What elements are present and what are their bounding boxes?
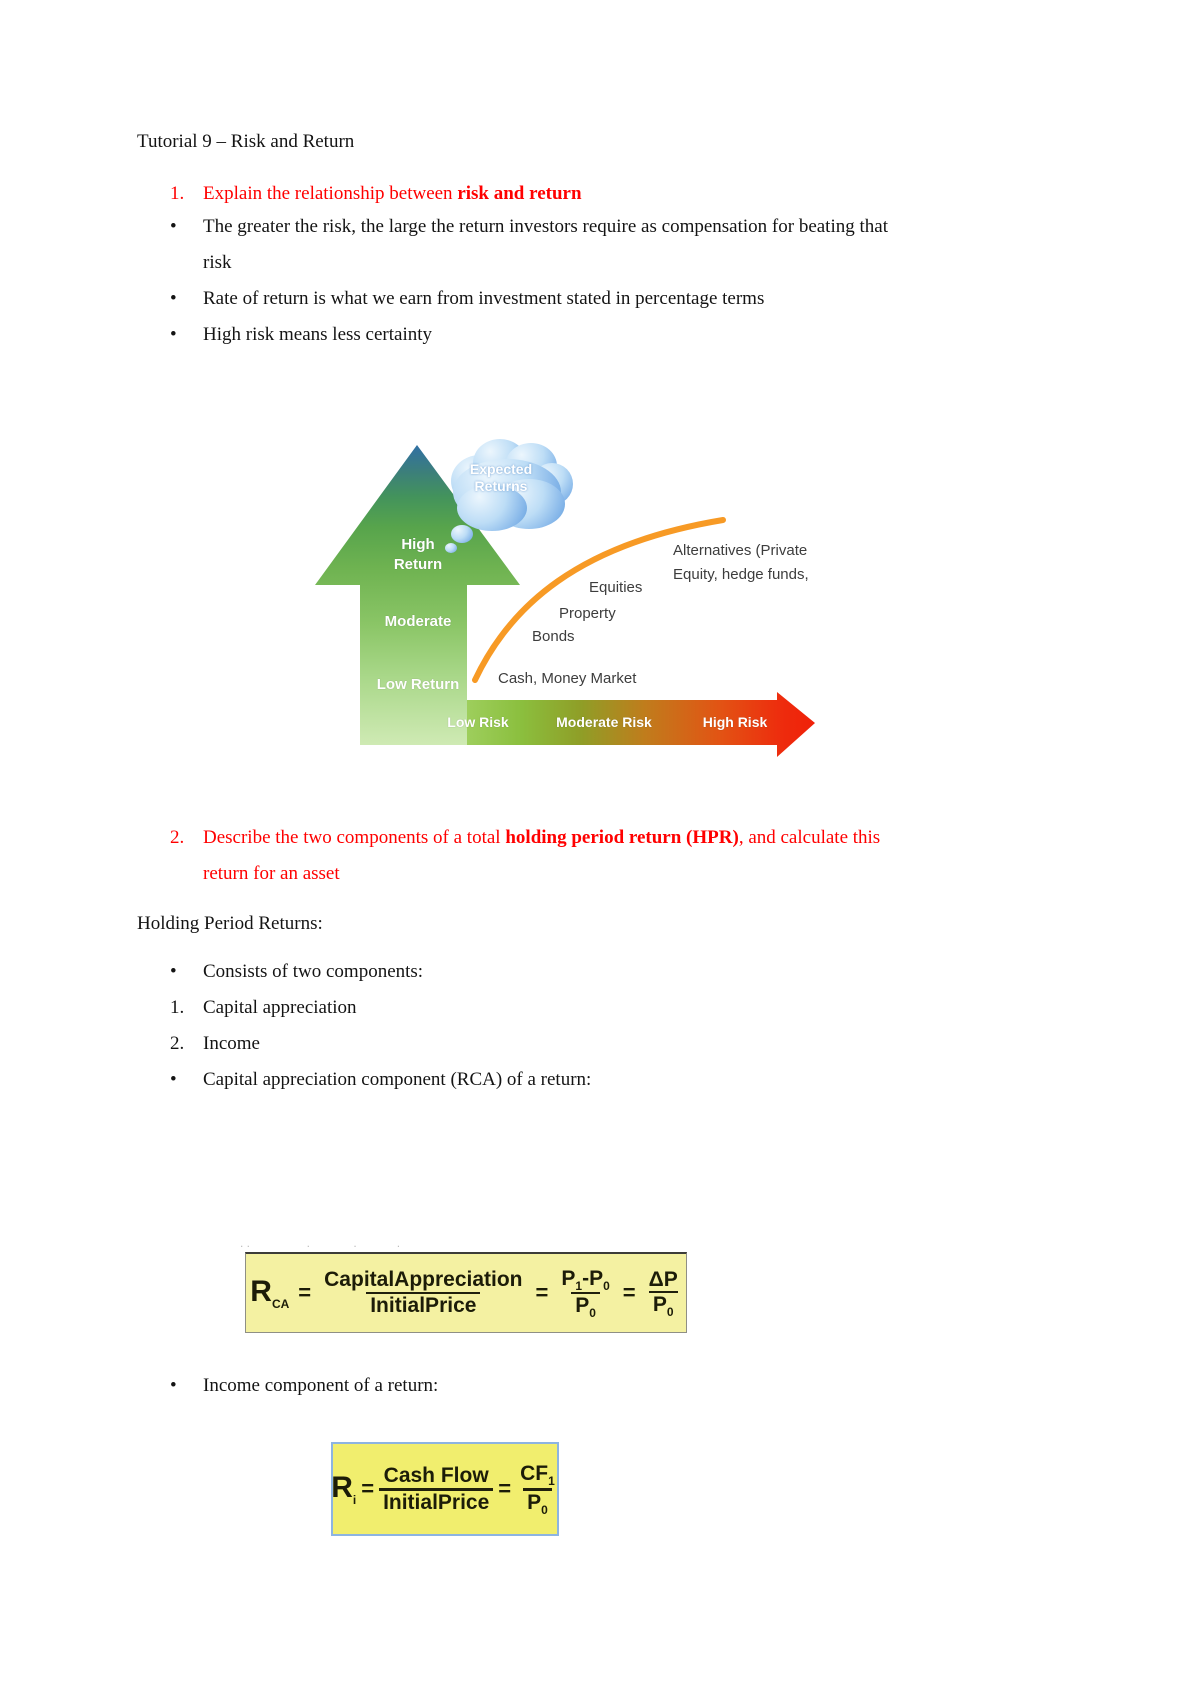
bullet-item: Consists of two components: [203, 961, 424, 982]
page-title: Tutorial 9 – Risk and Return [137, 131, 355, 152]
fraction: $\frac{\text{Cash Flow}}{\text{InitialPrice}}$ [379, 1464, 493, 1514]
question-2 [203, 826, 880, 850]
income-formula-image [331, 1442, 559, 1536]
equals-sign: = [498, 1476, 512, 1501]
low-risk-label: Low Risk [447, 714, 509, 730]
property-label: Property [559, 605, 616, 622]
fraction: $\frac{P_1-P_0}{P_0}$ [561, 1266, 610, 1321]
fraction: $\frac{\text{CapitalAppreciation}}{\text{InitialPrice}}$ [324, 1268, 523, 1317]
question-2-prefix: Describe the two components of a total [203, 827, 506, 848]
bullet-item: High risk means less certainty [203, 324, 433, 345]
fraction: $\frac{CF_1}{P_0}$ [520, 1462, 555, 1517]
bullet-item: Capital appreciation component (RCA) of a return: [203, 1069, 592, 1090]
question-1-prefix: Explain the relationship between [203, 183, 458, 204]
formula-lhs: $R_{CA}$ [250, 1274, 290, 1311]
list-number: 1. [170, 997, 185, 1018]
equals-sign: = [535, 1280, 549, 1305]
question-2-bold: holding period return (HPR) [505, 827, 739, 848]
expected-returns-label: Expected Returns [469, 461, 533, 494]
bullet-item: Rate of return is what we earn from investment stated in percentage terms [203, 288, 765, 309]
expected-returns-cloud [437, 437, 577, 537]
formula-lhs: $R_i$ [331, 1470, 357, 1507]
risk-return-diagram [288, 398, 828, 763]
bonds-label: Bonds [532, 628, 575, 645]
bullet-item: Income component of a return: [203, 1375, 439, 1396]
bullet-marker: • [170, 216, 177, 237]
bullet-item: The greater the risk, the large the return investors require as compensation for beating that [203, 216, 888, 237]
low-return-label: Low Return [376, 676, 460, 693]
section-heading: Holding Period Returns: [137, 913, 323, 934]
high-return-label: High Return [393, 536, 443, 573]
bullet-marker: • [170, 288, 177, 309]
list-item: Income [203, 1033, 260, 1054]
question-2-suffix: , and calculate this [738, 827, 881, 848]
fraction: $\frac{\Delta P}{P_0}$ [648, 1267, 678, 1320]
question-2-wrap: return for an asset [203, 863, 340, 884]
bullet-marker: • [170, 324, 177, 345]
cash-money-market-label: Cash, Money Market [498, 670, 637, 687]
list-item: Capital appreciation [203, 997, 357, 1018]
cloud-tail [451, 525, 473, 543]
question-1 [203, 182, 582, 206]
list-number: 1. [170, 183, 185, 204]
cropped-text-artifact: . . . . . [240, 1236, 401, 1250]
high-risk-label: High Risk [702, 714, 768, 730]
alternatives-label: Alternatives (Private Equity, hedge funds, [673, 542, 809, 583]
equities-label: Equities [589, 579, 643, 596]
bullet-item-wrap: risk [203, 252, 232, 273]
bullet-marker: • [170, 1375, 177, 1396]
rca-formula-image [245, 1252, 687, 1333]
bullet-marker: • [170, 1069, 177, 1090]
equals-sign: = [298, 1280, 312, 1305]
cloud-tail [445, 543, 457, 553]
moderate-label: Moderate [384, 613, 452, 630]
list-number: 2. [170, 1033, 185, 1054]
equals-sign: = [622, 1280, 636, 1305]
bullet-marker: • [170, 961, 177, 982]
moderate-risk-label: Moderate Risk [556, 714, 652, 730]
question-1-bold: risk and return [457, 183, 582, 204]
equals-sign: = [361, 1476, 375, 1501]
list-number: 2. [170, 827, 185, 848]
